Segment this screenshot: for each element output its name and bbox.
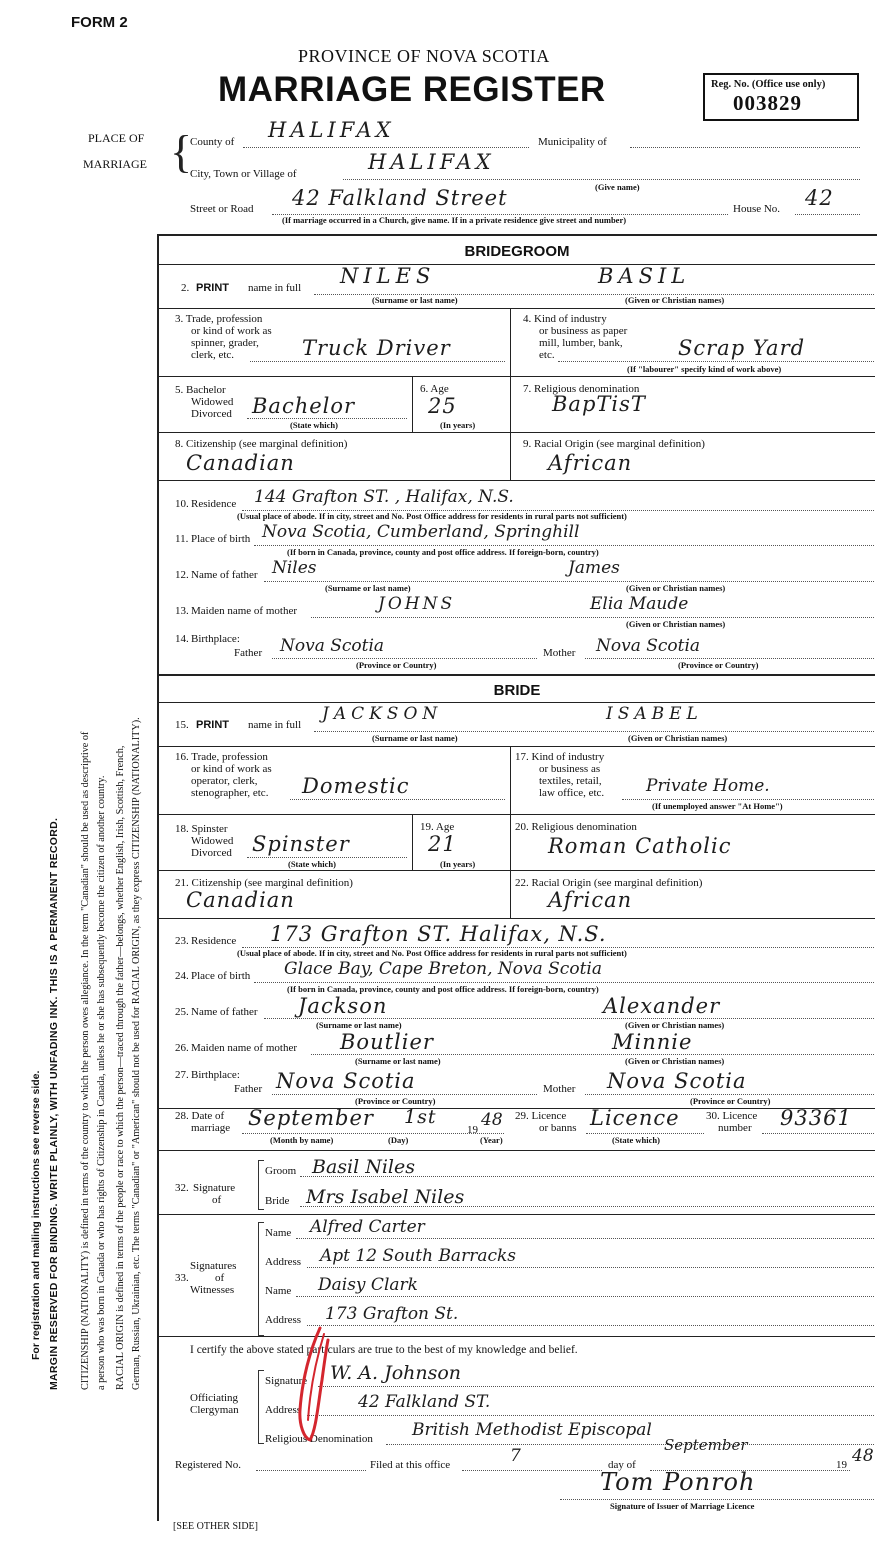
field-17-label-2: or business as xyxy=(539,763,601,775)
bride-mother-birth: Nova Scotia xyxy=(607,1069,747,1093)
field-28-label-2: marriage xyxy=(191,1122,231,1134)
w1-address-label: Address xyxy=(265,1256,302,1268)
field-4-note: (If "labourer" specify kind of work above) xyxy=(627,364,782,374)
field-6-label: 6. Age xyxy=(420,383,449,395)
field-17-label-1: 17. Kind of industry xyxy=(515,751,605,763)
filed-year: 48 xyxy=(852,1446,874,1466)
clergy-address-label: Address xyxy=(265,1404,302,1416)
witness-1-name: Alfred Carter xyxy=(310,1217,425,1237)
bride-father-prov-note: (Province or Country) xyxy=(355,1096,436,1106)
groom-mother-given: Elia Maude xyxy=(590,594,689,614)
field-24-note: (If born in Canada, province, county and post office address. If foreign-born, country) xyxy=(287,984,599,994)
field-12-number: 12. xyxy=(175,569,189,581)
bride-mother-prov-note: (Province or Country) xyxy=(690,1096,771,1106)
registered-no-label: Registered No. xyxy=(175,1459,241,1471)
bride-age: 21 xyxy=(428,832,457,856)
field-28-label-1: 28. Date of xyxy=(175,1110,225,1122)
clergy-denomination: British Methodist Episcopal xyxy=(412,1420,652,1440)
field-18-label-1: 18. Spinster xyxy=(175,823,228,835)
father-prov-note: (Province or Country) xyxy=(356,660,437,670)
groom-origin: African xyxy=(548,451,633,475)
clergy-address: 42 Falkland ST. xyxy=(358,1392,491,1412)
licence-or-banns: Licence xyxy=(590,1106,680,1130)
bride-mother-given: Minnie xyxy=(612,1030,693,1054)
officiating-label: Officiating xyxy=(190,1392,239,1404)
field-27-label: Birthplace: xyxy=(191,1069,240,1081)
bride-birthplace: Glace Bay, Cape Breton, Nova Scotia xyxy=(284,959,602,979)
field-4-label-4: etc. xyxy=(539,349,555,361)
groom-citizenship: Canadian xyxy=(186,451,295,475)
field-9-label: 9. Racial Origin (see marginal definition) xyxy=(523,438,705,450)
w2-address-label: Address xyxy=(265,1314,302,1326)
field-16-label-2: or kind of work as xyxy=(191,763,272,775)
reg-number-value: 003829 xyxy=(733,91,802,115)
reg-number-box xyxy=(703,73,859,121)
issuer-label: Signature of Issuer of Marriage Licence xyxy=(610,1501,755,1511)
field-11-label: Place of birth xyxy=(191,533,251,545)
field-15-print: PRINT xyxy=(196,719,229,731)
bride-father-birth: Nova Scotia xyxy=(276,1069,416,1093)
field-20-label: 20. Religious denomination xyxy=(515,821,637,833)
field-3-label-3: spinner, grader, xyxy=(191,337,259,349)
field-3-label-4: clerk, etc. xyxy=(191,349,235,361)
marriage-day: 1st xyxy=(404,1106,437,1128)
groom-father-birth: Nova Scotia xyxy=(280,636,385,656)
field-17-label-3: textiles, retail, xyxy=(539,775,602,787)
bride-father-given: Alexander xyxy=(603,994,721,1018)
groom-trade: Truck Driver xyxy=(302,336,451,360)
field-7-label: 7. Religious denomination xyxy=(523,383,640,395)
marriage-month: September xyxy=(248,1106,374,1130)
county-label: County of xyxy=(190,136,235,148)
field-2-label: name in full xyxy=(248,282,302,294)
field-2-number: 2. xyxy=(181,282,190,294)
bride-signature: Mrs Isabel Niles xyxy=(306,1186,465,1208)
field-5-label-1: 5. Bachelor xyxy=(175,384,226,396)
field-29-label-2: or banns xyxy=(539,1122,577,1134)
province-heading: PROVINCE OF NOVA SCOTIA xyxy=(298,46,550,66)
bride-heading: BRIDE xyxy=(493,682,541,699)
filed-day: 7 xyxy=(510,1446,521,1466)
bride-mother-surname-note: (Surname or last name) xyxy=(355,1056,441,1066)
field-33-label-2: of xyxy=(215,1272,225,1284)
field-33-label-3: Witnesses xyxy=(190,1284,235,1296)
witness-bracket xyxy=(258,1222,264,1336)
groom-status: Bachelor xyxy=(252,394,356,418)
filed-label: Filed at this office xyxy=(370,1459,451,1471)
see-other-side: [SEE OTHER SIDE] xyxy=(173,1521,258,1532)
licence-number: 93361 xyxy=(780,1106,852,1130)
field-17-note: (If unemployed answer "At Home") xyxy=(652,801,783,811)
certification-text: I certify the above stated particulars are true to the best of my knowledge and belief. xyxy=(190,1344,578,1356)
witness-2-name: Daisy Clark xyxy=(318,1275,418,1295)
day-of-label: day of xyxy=(608,1459,636,1471)
witness-2-address: 173 Grafton St. xyxy=(325,1304,459,1324)
margin-racial-line-1: RACIAL ORIGIN is defined in terms of the people or race to which the person—traced through the father—belongs, whether English, Irish, Scottish, French, xyxy=(115,745,126,1390)
margin-racial-line-2: German, Russian, Ukrainian, etc. The terms "Canadian" or "American" should not be used for RACIAL ORIGIN, as they express CITIZENSHIP (NATIONALITY). xyxy=(131,717,142,1390)
marriage-year: 48 xyxy=(481,1110,503,1130)
field-14-number: 14. xyxy=(175,633,189,645)
field-32-of: of xyxy=(212,1194,222,1206)
bride-in-years: (In years) xyxy=(440,859,476,869)
bride-sig-label: Bride xyxy=(265,1195,290,1207)
groom-surname-note: (Surname or last name) xyxy=(372,295,458,305)
mother-given-note: (Given or Christian names) xyxy=(626,619,726,629)
field-29-label-1: 29. Licence xyxy=(515,1110,567,1122)
groom-industry: Scrap Yard xyxy=(678,336,806,360)
field-5-label-2: Widowed xyxy=(191,396,234,408)
w2-name-label: Name xyxy=(265,1285,292,1297)
bride-surname: JACKSON xyxy=(322,704,443,724)
street-label: Street or Road xyxy=(190,203,254,215)
field-10-label: Residence xyxy=(191,498,237,510)
city-value: HALIFAX xyxy=(368,150,495,174)
field-16-label-3: operator, clerk, xyxy=(191,775,258,787)
bride-status: Spinster xyxy=(252,832,350,856)
field-27-number: 27. xyxy=(175,1069,189,1081)
municipality-label: Municipality of xyxy=(538,136,607,148)
red-check-mark xyxy=(280,1320,350,1450)
reg-number-label: Reg. No. (Office use only) xyxy=(711,79,826,90)
field-14-mother: Mother xyxy=(543,647,576,659)
page-title: MARRIAGE REGISTER xyxy=(218,70,606,109)
margin-instructions-note: For registration and mailing instructions see reverse side. xyxy=(30,1070,42,1360)
give-name-note: (Give name) xyxy=(595,182,640,192)
father-surname-note: (Surname or last name) xyxy=(325,583,411,593)
father-given-note: (Given or Christian names) xyxy=(626,583,726,593)
bride-father-surname-note: (Surname or last name) xyxy=(316,1020,402,1030)
field-17-label-4: law office, etc. xyxy=(539,787,605,799)
clergy-denom-label: Religious Denomination xyxy=(265,1433,373,1445)
field-4-label-2: or business as paper xyxy=(539,325,628,337)
field-10-number: 10. xyxy=(175,498,189,510)
margin-citizenship-line-2: a person who was born in Canada or who has rights of Citizenship in Canada, unless he or she has subsequently become the citizen of another country. xyxy=(96,775,107,1390)
groom-religion: BapTisT xyxy=(552,392,646,416)
field-3-label-1: 3. Trade, profession xyxy=(175,313,263,325)
place-brace: { xyxy=(170,126,193,177)
bride-origin: African xyxy=(548,888,633,912)
margin-binding-note: MARGIN RESERVED FOR BINDING. WRITE PLAINLY, WITH UNFADING INK. THIS IS A PERMANENT RECORD. xyxy=(48,817,60,1390)
margin-citizenship-line-1: CITIZENSHIP (NATIONALITY) is defined in terms of the country to which the person owes allegiance. In the term "Canadian" should be used as descriptive of xyxy=(80,731,91,1390)
filed-month: September xyxy=(664,1436,748,1454)
field-32-label: Signature xyxy=(193,1182,236,1194)
month-note: (Month by name) xyxy=(270,1135,334,1145)
bridegroom-heading: BRIDEGROOM xyxy=(464,243,570,260)
field-23-note: (Usual place of abode. If in city, street and No. Post Office address for residents in rural parts not sufficient) xyxy=(237,948,627,958)
bride-father-surname: Jackson xyxy=(298,994,388,1018)
groom-signature: Basil Niles xyxy=(312,1156,416,1178)
field-23-number: 23. xyxy=(175,935,189,947)
county-value: HALIFAX xyxy=(268,118,395,142)
field-30-label-1: 30. Licence xyxy=(706,1110,758,1122)
groom-sig-label: Groom xyxy=(265,1165,297,1177)
field-26-number: 26. xyxy=(175,1042,189,1054)
field-21-label: 21. Citizenship (see marginal definition) xyxy=(175,877,353,889)
field-5-label-3: Divorced xyxy=(191,408,232,420)
house-label: House No. xyxy=(733,203,781,215)
bride-given-note: (Given or Christian names) xyxy=(628,733,728,743)
field-3-label-2: or kind of work as xyxy=(191,325,272,337)
bride-father-given-note: (Given or Christian names) xyxy=(625,1020,725,1030)
bride-given: ISABEL xyxy=(606,704,703,724)
witness-1-address: Apt 12 South Barracks xyxy=(320,1246,517,1266)
bride-citizenship: Canadian xyxy=(186,888,295,912)
field-24-label: Place of birth xyxy=(191,970,251,982)
field-2-print: PRINT xyxy=(196,282,229,294)
field-33-number: 33. xyxy=(175,1272,189,1284)
groom-mother-birth: Nova Scotia xyxy=(596,636,701,656)
field-32-number: 32. xyxy=(175,1182,189,1194)
clergyman-label: Clergyman xyxy=(190,1404,239,1416)
groom-birthplace: Nova Scotia, Cumberland, Springhill xyxy=(262,522,580,542)
bride-state-which: (State which) xyxy=(288,859,336,869)
field-12-label: Name of father xyxy=(191,569,258,581)
filed-year-prefix: 19 xyxy=(836,1459,847,1471)
field-33-label-1: Signatures xyxy=(190,1260,237,1272)
field-26-label: Maiden name of mother xyxy=(191,1042,297,1054)
clergy-bracket xyxy=(258,1370,264,1444)
field-27-mother: Mother xyxy=(543,1083,576,1095)
place-of-label: PLACE OF xyxy=(88,131,145,145)
field-19-label: 19. Age xyxy=(420,821,455,833)
groom-mother-surname: JOHNS xyxy=(378,594,456,614)
field-30-label-2: number xyxy=(718,1122,752,1134)
field-15-number: 15. xyxy=(175,719,189,731)
field-10-note: (Usual place of abode. If in city, street and No. Post Office address for residents in rural parts not sufficient) xyxy=(237,511,627,521)
house-value: 42 xyxy=(805,186,834,210)
licence-note: (State which) xyxy=(612,1135,660,1145)
bride-residence: 173 Grafton ST. Halifax, N.S. xyxy=(270,922,607,946)
issuer-signature: Tom Ponroh xyxy=(600,1468,756,1496)
groom-father-given: James xyxy=(568,558,620,578)
bride-industry: Private Home. xyxy=(646,776,770,796)
form-number: FORM 2 xyxy=(71,14,128,31)
field-11-note: (If born in Canada, province, county and post office address. If foreign-born, country) xyxy=(287,547,599,557)
marriage-label: MARRIAGE xyxy=(83,157,148,171)
city-label: City, Town or Village of xyxy=(190,168,297,180)
bride-surname-note: (Surname or last name) xyxy=(372,733,458,743)
groom-given-note: (Given or Christian names) xyxy=(625,295,725,305)
field-16-label-1: 16. Trade, profession xyxy=(175,751,268,763)
bride-mother-surname: Boutlier xyxy=(340,1030,434,1054)
field-23-label: Residence xyxy=(191,935,237,947)
w1-name-label: Name xyxy=(265,1227,292,1239)
field-18-label-2: Widowed xyxy=(191,835,234,847)
field-8-label: 8. Citizenship (see marginal definition) xyxy=(175,438,348,450)
street-note: (If marriage occurred in a Church, give name. If in a private residence give street and number) xyxy=(282,215,627,225)
clergy-sig-label: Signature xyxy=(265,1375,308,1387)
bride-mother-given-note: (Given or Christian names) xyxy=(625,1056,725,1066)
bride-trade: Domestic xyxy=(302,774,410,798)
field-14-father: Father xyxy=(234,647,263,659)
bride-religion: Roman Catholic xyxy=(548,834,732,858)
mother-prov-note: (Province or Country) xyxy=(678,660,759,670)
field-22-label: 22. Racial Origin (see marginal definition) xyxy=(515,877,703,889)
groom-surname: NILES xyxy=(340,264,436,288)
field-13-number: 13. xyxy=(175,605,189,617)
clergy-signature: W. A. Johnson xyxy=(330,1362,462,1384)
field-18-label-3: Divorced xyxy=(191,847,232,859)
groom-age: 25 xyxy=(428,394,457,418)
field-24-number: 24. xyxy=(175,970,189,982)
groom-given: BASIL xyxy=(598,264,691,288)
field-14-label: Birthplace: xyxy=(191,633,240,645)
year-note: (Year) xyxy=(480,1135,503,1145)
field-27-father: Father xyxy=(234,1083,263,1095)
street-value: 42 Falkland Street xyxy=(292,186,508,210)
field-11-number: 11. xyxy=(175,533,189,545)
groom-in-years: (In years) xyxy=(440,420,476,430)
marriage-year-prefix: 19 xyxy=(467,1124,478,1136)
signature-bracket xyxy=(258,1160,264,1210)
field-25-label: Name of father xyxy=(191,1006,258,1018)
field-4-label-1: 4. Kind of industry xyxy=(523,313,607,325)
groom-state-which: (State which) xyxy=(290,420,338,430)
field-4-label-3: mill, lumber, bank, xyxy=(539,337,623,349)
field-13-label: Maiden name of mother xyxy=(191,605,297,617)
field-25-number: 25. xyxy=(175,1006,189,1018)
groom-residence: 144 Grafton ST. , Halifax, N.S. xyxy=(254,487,514,507)
groom-father-surname: Niles xyxy=(272,558,317,578)
field-16-label-4: stenographer, etc. xyxy=(191,787,269,799)
day-note: (Day) xyxy=(388,1135,409,1145)
field-15-label: name in full xyxy=(248,719,302,731)
